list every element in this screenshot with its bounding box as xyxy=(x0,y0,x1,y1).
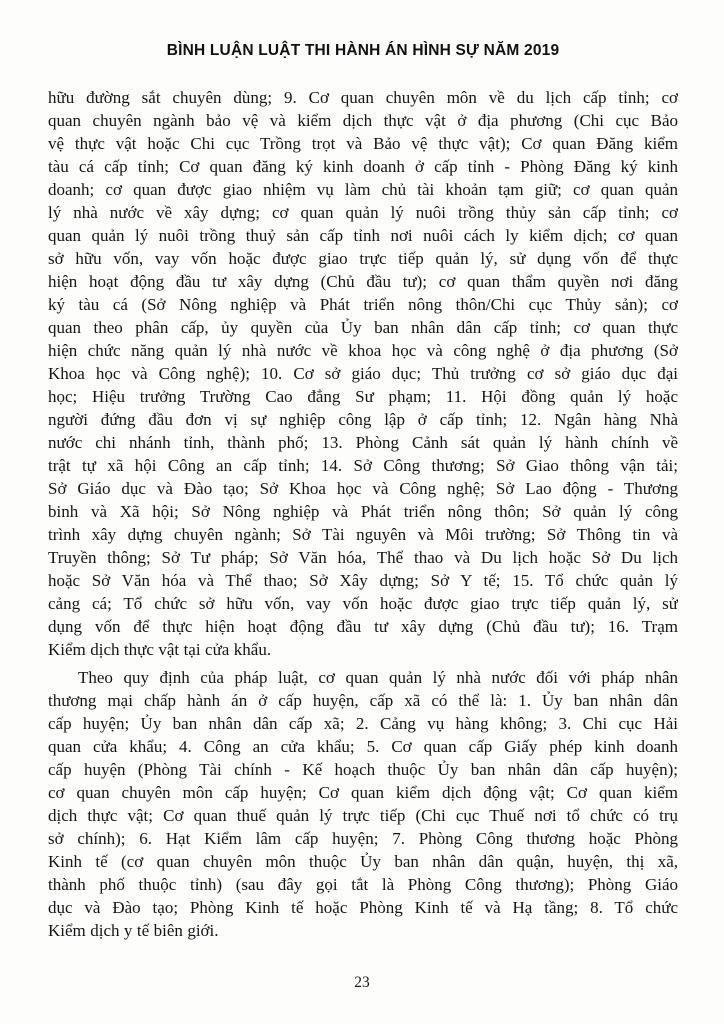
text-line: trình xây dựng chuyên ngành; Sở Tài nguyên và Môi trường; Sở Thông tin và xyxy=(48,525,678,544)
paragraph xyxy=(48,666,678,942)
text-line: quan cửa khẩu; 4. Công an cửa khẩu; 5. Cơ quan cấp Giấy phép kinh doanh xyxy=(48,737,678,756)
text-line: thương mại chấp hành án ở cấp huyện, cấp xã có thể là: 1. Ủy ban nhân dân xyxy=(48,691,678,710)
text-line: cảng cá; Tổ chức sở hữu vốn, vay vốn hoặc được giao trực tiếp quản lý, sử xyxy=(48,594,678,613)
text-line: Truyền thông; Sở Tư pháp; Sở Văn hóa, Thể thao và Du lịch hoặc Sở Du lịch xyxy=(48,548,678,567)
text-line: Sở Giáo dục và Đào tạo; Sở Khoa học và Công nghệ; Sở Lao động - Thương xyxy=(48,479,678,498)
text-line: cấp huyện (Phòng Tài chính - Kế hoạch thuộc Ủy ban nhân dân cấp huyện); xyxy=(48,760,678,779)
text-line: Kiểm dịch thực vật tại cửa khẩu. xyxy=(48,640,272,659)
text-line: thành phố thuộc tỉnh) (sau đây gọi tắt là Phòng Công thương); Phòng Giáo xyxy=(48,875,678,894)
text-line: tàu cá cấp tỉnh; Cơ quan đăng ký kinh doanh ở cấp tỉnh - Phòng Đăng ký kinh xyxy=(48,157,678,176)
text-line: nước chi nhánh tỉnh, thành phố; 13. Phòng Cảnh sát quản lý hành chính về xyxy=(48,433,678,452)
text-line: Khoa học và Công nghệ); 10. Cơ sở giáo dục; Thủ trưởng cơ sở giáo dục đại xyxy=(48,364,678,383)
text-line: vệ thực vật hoặc Chi cục Trồng trọt và Bảo vệ thực vật); Cơ quan Đăng kiểm xyxy=(48,134,678,153)
text-line: hoặc Sở Văn hóa và Thể thao; Sở Xây dựng; Sở Y tế; 15. Tổ chức quản lý xyxy=(48,571,678,590)
text-line: dụng vốn để thực hiện hoạt động đầu tư xây dựng (Chủ đầu tư); 16. Trạm xyxy=(48,617,678,636)
text-line: binh và Xã hội; Sở Nông nghiệp và Phát triển nông thôn; Sở quản lý công xyxy=(48,502,678,521)
text-line: quan theo phân cấp, ủy quyền của Ủy ban nhân dân cấp tỉnh; cơ quan thực xyxy=(48,318,678,337)
text-line: Kinh tế (cơ quan chuyên môn thuộc Ủy ban nhân dân quận, huyện, thị xã, xyxy=(48,852,678,871)
text-line: dục và Đào tạo; Phòng Kinh tế hoặc Phòng Kinh tế và Hạ tầng; 8. Tổ chức xyxy=(48,898,678,917)
text-line: Theo quy định của pháp luật, cơ quan quản lý nhà nước đối với pháp nhân xyxy=(78,668,678,687)
text-line: người đứng đầu đơn vị sự nghiệp công lập ở cấp tỉnh; 12. Ngân hàng Nhà xyxy=(48,410,678,429)
text-line: dịch thực vật; Cơ quan thuế quản lý trực tiếp (Chi cục Thuế nơi tổ chức có trụ xyxy=(48,806,678,825)
text-line: ký tàu cá (Sở Nông nghiệp và Phát triển nông thôn/Chi cục Thủy sản); cơ xyxy=(48,295,678,314)
text-line: cơ quan chuyên môn cấp huyện; Cơ quan kiểm dịch động vật; Cơ quan kiểm xyxy=(48,783,678,802)
text-line: cấp huyện; Ủy ban nhân dân cấp xã; 2. Cảng vụ hàng không; 3. Chi cục Hải xyxy=(48,714,678,733)
page-number: 23 xyxy=(354,974,370,991)
text-line: sở hữu vốn, vay vốn hoặc được giao trực tiếp quản lý, sử dụng vốn để thực xyxy=(48,249,678,268)
text-line: quan chuyên ngành bảo vệ và kiểm dịch thực vật ở địa phương (Chi cục Bảo xyxy=(48,111,678,130)
text-line: Kiểm dịch y tế biên giới. xyxy=(48,921,219,940)
text-line: quan quản lý nuôi trồng thuỷ sản cấp tỉnh nơi nuôi cách ly kiểm dịch; cơ quan xyxy=(48,226,678,245)
text-line: lý nhà nước về xây dựng; cơ quan quản lý nuôi trồng thủy sản cấp tỉnh; cơ xyxy=(48,203,678,222)
text-line: trật tự xã hội Công an cấp tỉnh; 14. Sở Công thương; Sở Giao thông vận tải; xyxy=(48,456,678,475)
page-header-title: BÌNH LUẬN LUẬT THI HÀNH ÁN HÌNH SỰ NĂM 2019 xyxy=(166,42,560,59)
text-line: hiện chức năng quản lý nhà nước về khoa học và công nghệ ở địa phương (Sở xyxy=(48,341,678,360)
body-text xyxy=(48,86,678,942)
text-line: học; Hiệu trưởng Trường Cao đẳng Sư phạm; 11. Hội đồng quản lý hoặc xyxy=(48,387,678,406)
text-line: hữu đường sắt chuyên dùng; 9. Cơ quan chuyên môn về du lịch cấp tỉnh; cơ xyxy=(48,88,678,107)
text-line: sở chính); 6. Hạt Kiểm lâm cấp huyện; 7. Phòng Công thương hoặc Phòng xyxy=(48,829,678,848)
text-line: hiện hoạt động đầu tư xây dựng (Chủ đầu tư); cơ quan thẩm quyền nơi đăng xyxy=(48,272,678,291)
paragraph xyxy=(48,86,678,661)
text-line: doanh; cơ quan được giao nhiệm vụ làm chủ tài khoản tạm giữ; cơ quan quản xyxy=(48,180,678,199)
